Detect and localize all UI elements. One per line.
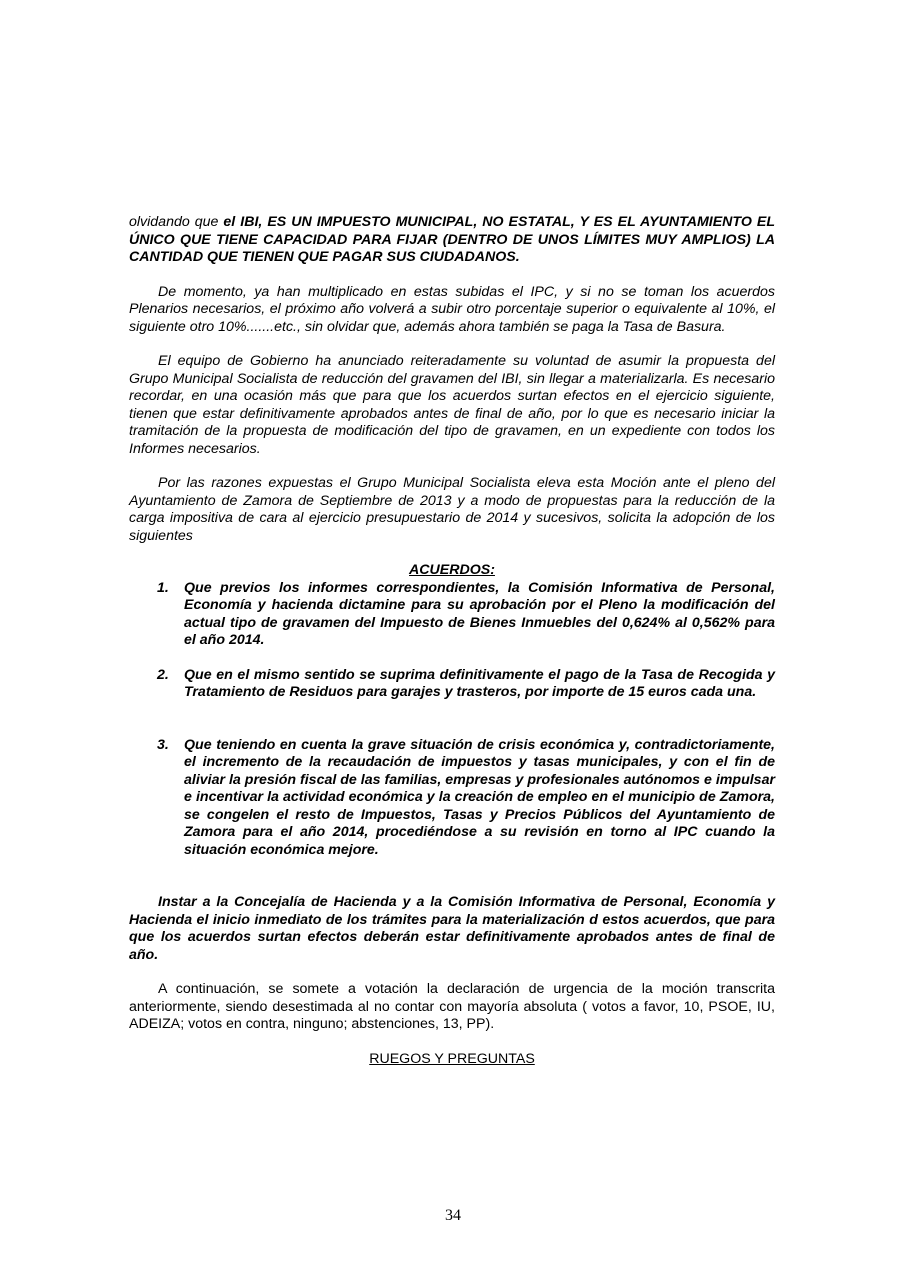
- acuerdo-item: [129, 580, 775, 650]
- document-body: [129, 214, 775, 1068]
- ruegos-heading: RUEGOS Y PREGUNTAS: [369, 1050, 535, 1067]
- paragraph-ipc: De momento, ya han multiplicado en estas subidas el IPC, y si no se toman los acuerdos Plenarios necesarios, el próximo año volverá a subir otro porcentaje superior o equivalente al 10%, el siguiente otro 10%.......etc., sin olvidar que, además ahora también se paga la Tasa de Basura.: [129, 283, 775, 335]
- acuerdo-text: Que en el mismo sentido se suprima definitivamente el pago de la Tasa de Recogida y Tratamiento de Residuos para garajes y trasteros, por importe de 15 euros cada una.: [184, 666, 775, 700]
- page-number: 34: [445, 1207, 461, 1224]
- paragraph-lead: olvidando que: [129, 214, 224, 230]
- acuerdo-text: Que previos los informes correspondientes, la Comisión Informativa de Personal, Economía y hacienda dictamine para su aprobación por el Pleno la modificación del actual tipo de gravamen del Impuesto de Bienes Inmuebles del 0,624% al 0,562% para el año 2014.: [184, 579, 775, 648]
- paragraph-equipo-gobierno: El equipo de Gobierno ha anunciado reiteradamente su voluntad de asumir la propuesta del Grupo Municipal Socialista de reducción del gravamen del IBI, sin llegar a materializarla. Es necesario recordar, en una ocasión más que para que los acuerdos surtan efectos en el ejercicio siguiente, tienen que estar definitivamente aprobados antes de final de año, por lo que es necesario iniciar la tramitación de la propuesta de modificación del tipo de gravamen, en un expediente con todos los Informes necesarios.: [129, 353, 775, 457]
- paragraph-razones: Por las razones expuestas el Grupo Municipal Socialista eleva esta Moción ante el pleno del Ayuntamiento de Zamora de Septiembre de 2013 y a modo de propuestas para la reducción de la carga impositiva de cara al ejercicio presupuestario de 2014 y sucesivos, solicita la adopción de los siguientes: [129, 475, 775, 544]
- paragraph-ibi-municipal: [129, 214, 775, 267]
- paragraph-emphasis: el IBI, ES UN IMPUESTO MUNICIPAL, NO ESTATAL, Y ES EL AYUNTAMIENTO EL ÚNICO QUE TIENE CAPACIDAD PARA FIJAR (DENTRO DE UNOS LÍMITES MUY AMPLIOS) LA CANTIDAD QUE TIENEN QUE PAGAR SUS CIUDADANOS.: [129, 214, 776, 265]
- acuerdo-number: 3.: [157, 736, 169, 753]
- acuerdos-list: [129, 580, 775, 860]
- paragraph-votacion: A continuación, se somete a votación la declaración de urgencia de la moción transcrita anteriormente, siendo desestimada al no contar con mayoría absoluta ( votos a favor, 10, PSOE, IU, ADEIZA; votos en contra, ninguno; abstenciones, 13, PP).: [129, 981, 775, 1032]
- acuerdos-heading: ACUERDOS:: [409, 562, 495, 578]
- acuerdo-number: 2.: [157, 666, 169, 683]
- acuerdo-item: [129, 737, 775, 860]
- acuerdo-item: [129, 667, 775, 702]
- paragraph-instar: Instar a la Concejalía de Hacienda y a la Comisión Informativa de Personal, Economía y Hacienda el inicio inmediato de los trámites para la materialización d estos acuerdos, que para que los acuerdos surtan efectos deberán estar definitivamente aprobados antes de final de año.: [129, 894, 775, 963]
- acuerdo-number: 1.: [157, 579, 169, 596]
- acuerdo-text: Que teniendo en cuenta la grave situación de crisis económica y, contradictoriamente, el incremento de la recaudación de impuestos y tasas municipales, y con el fin de aliviar la presión fiscal de las familias, empresas y profesionales autónomos e impulsar e incentivar la actividad económica y la creación de empleo en el municipio de Zamora, se congelen el resto de Impuestos, Tasas y Precios Públicos del Ayuntamiento de Zamora para el año 2014, procediéndose a su revisión en torno al IPC cuando la situación económica mejore.: [184, 736, 775, 858]
